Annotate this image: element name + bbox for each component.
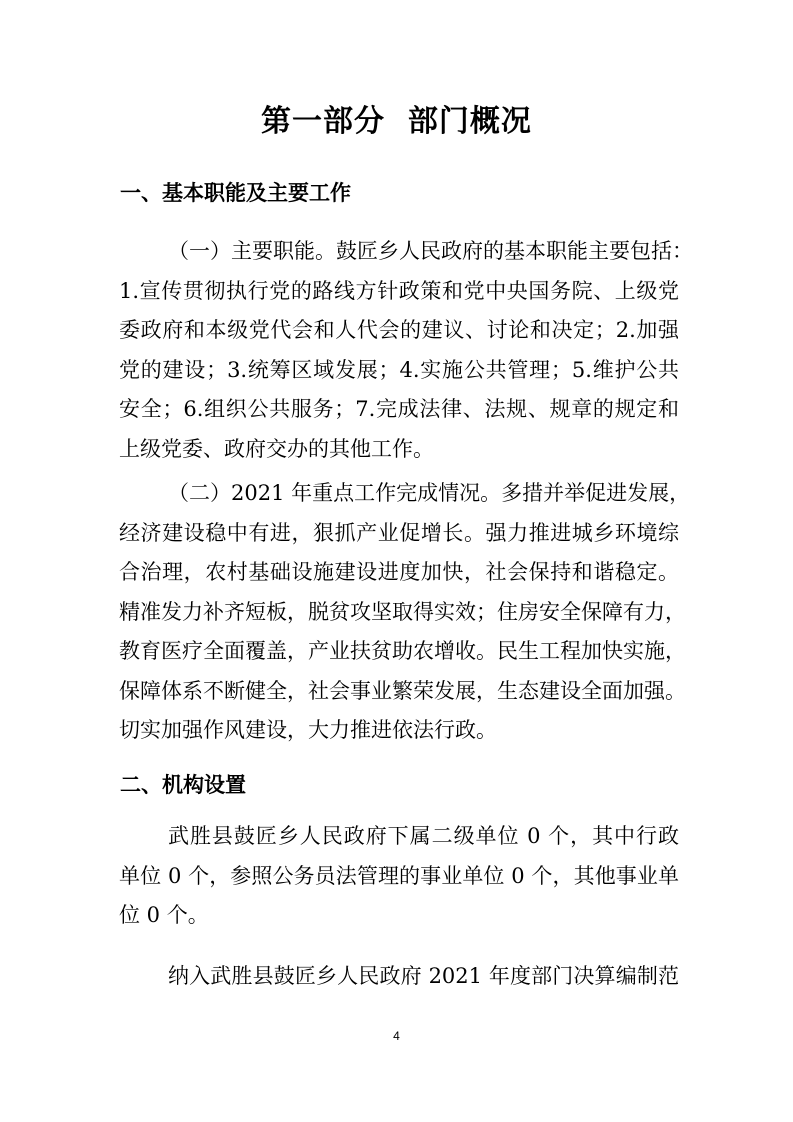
text-line: （二）2021 年重点工作完成情况。多措并举促进发展， (168, 481, 691, 505)
section-heading-basic-functions: 一、基本职能及主要工作 (120, 181, 351, 205)
text-line: 党的建设；3.统筹区域发展；4.实施公共管理；5.维护公共 (119, 357, 679, 382)
text-line: 合治理，农村基础设施建设进度加快，社会保持和谐稳定。 (119, 560, 679, 584)
text-line: 委政府和本级党代会和人代会的建议、讨论和决定；2.加强 (119, 318, 679, 342)
paragraph-subordinate-units (119, 817, 679, 936)
text-line: 经济建设稳中有进，狠抓产业促增长。强力推进城乡环境综 (119, 520, 679, 545)
text-line: 单位 0 个，参照公务员法管理的事业单位 0 个，其他事业单 (119, 863, 679, 888)
text-line: 教育医疗全面覆盖，产业扶贫助农增收。民生工程加快实施， (119, 639, 686, 663)
paragraph-key-work-2021 (119, 474, 691, 751)
text-line: 保障体系不断健全，社会事业繁荣发展，生态建设全面加强。 (119, 678, 686, 703)
paragraph-main-functions (119, 232, 693, 469)
page-number: 4 (393, 1029, 400, 1043)
text-line: 精准发力补齐短板，脱贫攻坚取得实效；住房安全保障有力， (119, 599, 686, 624)
text-line: 切实加强作风建设，大力推进依法行政。 (119, 718, 497, 742)
text-line: 武胜县鼓匠乡人民政府下属二级单位 0 个，其中行政 (168, 824, 679, 848)
text-line: 纳入武胜县鼓匠乡人民政府 2021 年度部门决算编制范 (168, 964, 679, 988)
paragraph-budget-scope (119, 957, 679, 997)
section-heading-organization: 二、机构设置 (120, 773, 246, 797)
text-line: 位 0 个。 (119, 903, 209, 927)
page-title: 第一部分 部门概况 (261, 104, 532, 139)
text-line: （一）主要职能。鼓匠乡人民政府的基本职能主要包括： (168, 239, 693, 263)
text-line: 安全；6.组织公共服务；7.完成法律、法规、规章的规定和 (119, 397, 679, 421)
text-line: 上级党委、政府交办的其他工作。 (119, 436, 434, 461)
text-line: 1.宣传贯彻执行党的路线方针政策和党中央国务院、上级党 (119, 278, 679, 303)
